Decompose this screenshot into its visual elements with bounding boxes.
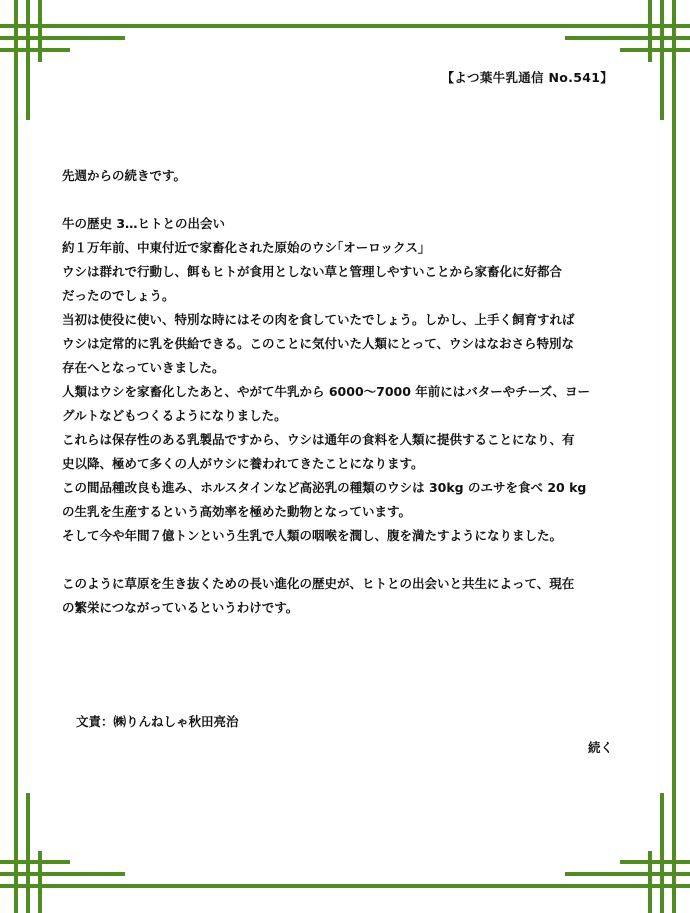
frame-line-left-bottom-inner: [38, 851, 42, 913]
frame-line-left-top-mid: [26, 0, 30, 120]
frame-line-left-top-inner: [38, 0, 42, 62]
body-line: 約１万年前、中東付近で家畜化された原始のウシ｢オーロックス｣: [62, 240, 425, 255]
frame-line-left-outer: [14, 0, 18, 913]
conclusion-line: の繁栄につながっているというわけです。: [62, 600, 299, 615]
body-line: ウシは群れで行動し、餌もヒトが食用としない草と管理しやすいことから家畜化に好都合: [62, 264, 563, 279]
frame-line-bottom-right-inner: [620, 860, 690, 864]
paragraph-spacer: [62, 188, 632, 212]
frame-line-bottom-left-inner: [0, 860, 70, 864]
body-line: 存在へとなっていきました。: [62, 360, 225, 375]
body-line: 人類はウシを家畜化したあと、やがて牛乳から 6000～7000 年前にはバターやチーズ、ヨー: [62, 384, 591, 399]
frame-line-right-outer: [672, 0, 676, 913]
paragraph-spacer: [62, 548, 632, 572]
frame-line-right-top-inner: [648, 0, 652, 62]
body-line: グルトなどもつくるようになりました。: [62, 408, 287, 423]
frame-line-right-bottom-mid: [660, 793, 664, 913]
body-line: これらは保存性のある乳製品ですから、ウシは通年の食料を人類に提供することになり、有: [62, 432, 575, 447]
frame-line-bottom-left-mid: [0, 872, 125, 876]
body-line: 当初は使役に使い、特別な時にはその肉を食していたでしょう。しかし、上手く飼育すれば: [62, 312, 575, 327]
frame-line-bottom-outer: [0, 884, 690, 888]
body-line: ウシは定常的に乳を供給できる。このことに気付いた人類にとって、ウシはなおさら特別な: [62, 336, 575, 351]
body-line: そして今や年間７億トンという生乳で人類の咽喉を潤し、腹を満たすようになりました。: [62, 528, 563, 543]
frame-line-top-left-mid: [0, 36, 125, 40]
frame-line-right-top-mid: [660, 0, 664, 120]
frame-line-top-right-inner: [620, 48, 690, 52]
body-line: の生乳を生産するという高効率を極めた動物となっています。: [62, 504, 412, 519]
article-body: [62, 164, 632, 620]
frame-line-left-bottom-mid: [26, 793, 30, 913]
frame-line-right-bottom-inner: [648, 851, 652, 913]
author-credit: 文責：㈱りんねしゃ秋田亮治: [76, 714, 239, 729]
frame-line-top-outer: [0, 24, 690, 28]
body-line: だったのでしょう。: [62, 288, 175, 303]
conclusion-line: このように草原を生き抜くための長い進化の歴史が、ヒトとの出会いと共生によって、現在: [62, 576, 575, 591]
section-title: 牛の歴史 3…ヒトとの出会い: [62, 216, 226, 231]
frame-line-top-left-inner: [0, 48, 70, 52]
body-line: この間品種改良も進み、ホルスタインなど高泌乳の種類のウシは 30kg のエサを食べ 20 kg: [62, 480, 587, 495]
newsletter-title: 【よつ葉牛乳通信 No.541】: [441, 70, 613, 85]
body-line: 史以降、極めて多くの人がウシに養われてきたことになります。: [62, 456, 424, 471]
continued-note: 続く: [587, 740, 613, 755]
intro-text: 先週からの続きです。: [62, 168, 187, 183]
